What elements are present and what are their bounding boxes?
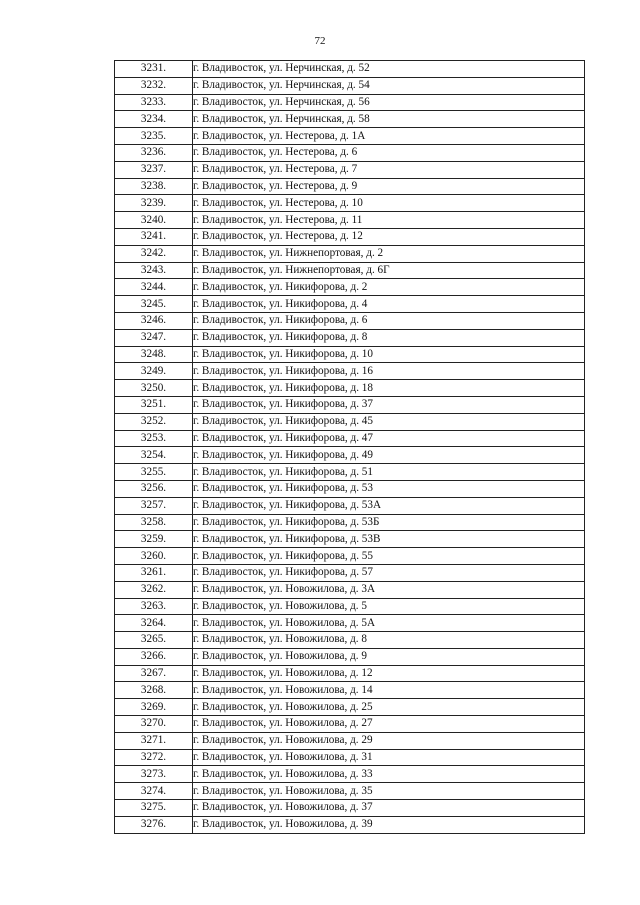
row-number: 3250. <box>115 380 193 397</box>
row-number: 3261. <box>115 564 193 581</box>
table-row <box>115 195 585 212</box>
address-cell: г. Владивосток, ул. Никифорова, д. 2 <box>193 279 585 296</box>
table-row <box>115 94 585 111</box>
table-row <box>115 144 585 161</box>
table-row <box>115 800 585 817</box>
address-cell: г. Владивосток, ул. Новожилова, д. 37 <box>193 800 585 817</box>
address-cell: г. Владивосток, ул. Новожилова, д. 8 <box>193 632 585 649</box>
row-number: 3262. <box>115 581 193 598</box>
address-cell: г. Владивосток, ул. Нестерова, д. 11 <box>193 212 585 229</box>
row-number: 3257. <box>115 497 193 514</box>
address-table <box>114 60 585 834</box>
table-row <box>115 447 585 464</box>
row-number: 3263. <box>115 598 193 615</box>
row-number: 3232. <box>115 77 193 94</box>
row-number: 3259. <box>115 531 193 548</box>
address-cell: г. Владивосток, ул. Новожилова, д. 33 <box>193 766 585 783</box>
address-cell: г. Владивосток, ул. Никифорова, д. 47 <box>193 430 585 447</box>
address-cell: г. Владивосток, ул. Новожилова, д. 39 <box>193 816 585 833</box>
table-row <box>115 598 585 615</box>
table-row <box>115 396 585 413</box>
address-cell: г. Владивосток, ул. Нерчинская, д. 52 <box>193 61 585 78</box>
table-row <box>115 430 585 447</box>
row-number: 3266. <box>115 648 193 665</box>
page-number: 72 <box>314 35 326 47</box>
address-cell: г. Владивосток, ул. Нестерова, д. 7 <box>193 161 585 178</box>
table-row <box>115 212 585 229</box>
address-cell: г. Владивосток, ул. Новожилова, д. 27 <box>193 716 585 733</box>
address-cell: г. Владивосток, ул. Нерчинская, д. 56 <box>193 94 585 111</box>
address-cell: г. Владивосток, ул. Никифорова, д. 53А <box>193 497 585 514</box>
table-row <box>115 716 585 733</box>
row-number: 3236. <box>115 144 193 161</box>
table-row <box>115 111 585 128</box>
table-row <box>115 413 585 430</box>
table-row <box>115 329 585 346</box>
row-number: 3267. <box>115 665 193 682</box>
table-row <box>115 531 585 548</box>
address-cell: г. Владивосток, ул. Никифорова, д. 6 <box>193 312 585 329</box>
row-number: 3240. <box>115 212 193 229</box>
table-row <box>115 279 585 296</box>
table-row <box>115 61 585 78</box>
address-cell: г. Владивосток, ул. Никифорова, д. 53Б <box>193 514 585 531</box>
table-row <box>115 648 585 665</box>
address-cell: г. Владивосток, ул. Никифорова, д. 51 <box>193 464 585 481</box>
row-number: 3268. <box>115 682 193 699</box>
address-cell: г. Владивосток, ул. Новожилова, д. 5А <box>193 615 585 632</box>
row-number: 3247. <box>115 329 193 346</box>
address-cell: г. Владивосток, ул. Новожилова, д. 5 <box>193 598 585 615</box>
table-row <box>115 682 585 699</box>
address-cell: г. Владивосток, ул. Нестерова, д. 12 <box>193 228 585 245</box>
row-number: 3251. <box>115 396 193 413</box>
row-number: 3238. <box>115 178 193 195</box>
row-number: 3269. <box>115 699 193 716</box>
row-number: 3255. <box>115 464 193 481</box>
row-number: 3265. <box>115 632 193 649</box>
table-row <box>115 514 585 531</box>
row-number: 3272. <box>115 749 193 766</box>
row-number: 3252. <box>115 413 193 430</box>
row-number: 3276. <box>115 816 193 833</box>
row-number: 3253. <box>115 430 193 447</box>
address-cell: г. Владивосток, ул. Нижнепортовая, д. 6Г <box>193 262 585 279</box>
table-row <box>115 665 585 682</box>
address-cell: г. Владивосток, ул. Нестерова, д. 1А <box>193 128 585 145</box>
row-number: 3248. <box>115 346 193 363</box>
address-cell: г. Владивосток, ул. Нестерова, д. 9 <box>193 178 585 195</box>
address-cell: г. Владивосток, ул. Никифорова, д. 10 <box>193 346 585 363</box>
table-row <box>115 497 585 514</box>
table-row <box>115 766 585 783</box>
row-number: 3258. <box>115 514 193 531</box>
address-cell: г. Владивосток, ул. Никифорова, д. 4 <box>193 296 585 313</box>
table-row <box>115 548 585 565</box>
table-row <box>115 346 585 363</box>
table-row <box>115 615 585 632</box>
table-row <box>115 816 585 833</box>
address-cell: г. Владивосток, ул. Нижнепортовая, д. 2 <box>193 245 585 262</box>
table-row <box>115 749 585 766</box>
table-row <box>115 464 585 481</box>
table-row <box>115 312 585 329</box>
table-row <box>115 380 585 397</box>
address-cell: г. Владивосток, ул. Новожилова, д. 9 <box>193 648 585 665</box>
address-table-body <box>115 61 585 834</box>
table-row <box>115 581 585 598</box>
address-cell: г. Владивосток, ул. Нерчинская, д. 58 <box>193 111 585 128</box>
row-number: 3260. <box>115 548 193 565</box>
row-number: 3242. <box>115 245 193 262</box>
address-cell: г. Владивосток, ул. Никифорова, д. 55 <box>193 548 585 565</box>
row-number: 3245. <box>115 296 193 313</box>
row-number: 3246. <box>115 312 193 329</box>
table-row <box>115 783 585 800</box>
table-row <box>115 228 585 245</box>
table-row <box>115 245 585 262</box>
row-number: 3233. <box>115 94 193 111</box>
row-number: 3275. <box>115 800 193 817</box>
table-row <box>115 699 585 716</box>
table-row <box>115 363 585 380</box>
row-number: 3243. <box>115 262 193 279</box>
table-row <box>115 632 585 649</box>
address-cell: г. Владивосток, ул. Нерчинская, д. 54 <box>193 77 585 94</box>
address-cell: г. Владивосток, ул. Никифорова, д. 16 <box>193 363 585 380</box>
address-cell: г. Владивосток, ул. Никифорова, д. 57 <box>193 564 585 581</box>
row-number: 3271. <box>115 732 193 749</box>
table-row <box>115 262 585 279</box>
row-number: 3237. <box>115 161 193 178</box>
address-cell: г. Владивосток, ул. Никифорова, д. 37 <box>193 396 585 413</box>
address-cell: г. Владивосток, ул. Новожилова, д. 31 <box>193 749 585 766</box>
row-number: 3239. <box>115 195 193 212</box>
row-number: 3244. <box>115 279 193 296</box>
row-number: 3235. <box>115 128 193 145</box>
row-number: 3256. <box>115 480 193 497</box>
table-row <box>115 178 585 195</box>
table-row <box>115 128 585 145</box>
address-cell: г. Владивосток, ул. Новожилова, д. 14 <box>193 682 585 699</box>
row-number: 3270. <box>115 716 193 733</box>
address-cell: г. Владивосток, ул. Новожилова, д. 3А <box>193 581 585 598</box>
address-cell: г. Владивосток, ул. Новожилова, д. 35 <box>193 783 585 800</box>
address-cell: г. Владивосток, ул. Никифорова, д. 53В <box>193 531 585 548</box>
row-number: 3234. <box>115 111 193 128</box>
table-row <box>115 77 585 94</box>
address-cell: г. Владивосток, ул. Новожилова, д. 12 <box>193 665 585 682</box>
table-row <box>115 480 585 497</box>
address-cell: г. Владивосток, ул. Никифорова, д. 8 <box>193 329 585 346</box>
address-cell: г. Владивосток, ул. Новожилова, д. 29 <box>193 732 585 749</box>
row-number: 3273. <box>115 766 193 783</box>
table-row <box>115 296 585 313</box>
row-number: 3249. <box>115 363 193 380</box>
row-number: 3264. <box>115 615 193 632</box>
address-cell: г. Владивосток, ул. Никифорова, д. 18 <box>193 380 585 397</box>
table-row <box>115 564 585 581</box>
row-number: 3254. <box>115 447 193 464</box>
table-row <box>115 732 585 749</box>
address-cell: г. Владивосток, ул. Новожилова, д. 25 <box>193 699 585 716</box>
address-cell: г. Владивосток, ул. Нестерова, д. 6 <box>193 144 585 161</box>
address-cell: г. Владивосток, ул. Никифорова, д. 53 <box>193 480 585 497</box>
address-cell: г. Владивосток, ул. Никифорова, д. 45 <box>193 413 585 430</box>
row-number: 3274. <box>115 783 193 800</box>
address-cell: г. Владивосток, ул. Нестерова, д. 10 <box>193 195 585 212</box>
row-number: 3231. <box>115 61 193 78</box>
table-row <box>115 161 585 178</box>
row-number: 3241. <box>115 228 193 245</box>
address-cell: г. Владивосток, ул. Никифорова, д. 49 <box>193 447 585 464</box>
